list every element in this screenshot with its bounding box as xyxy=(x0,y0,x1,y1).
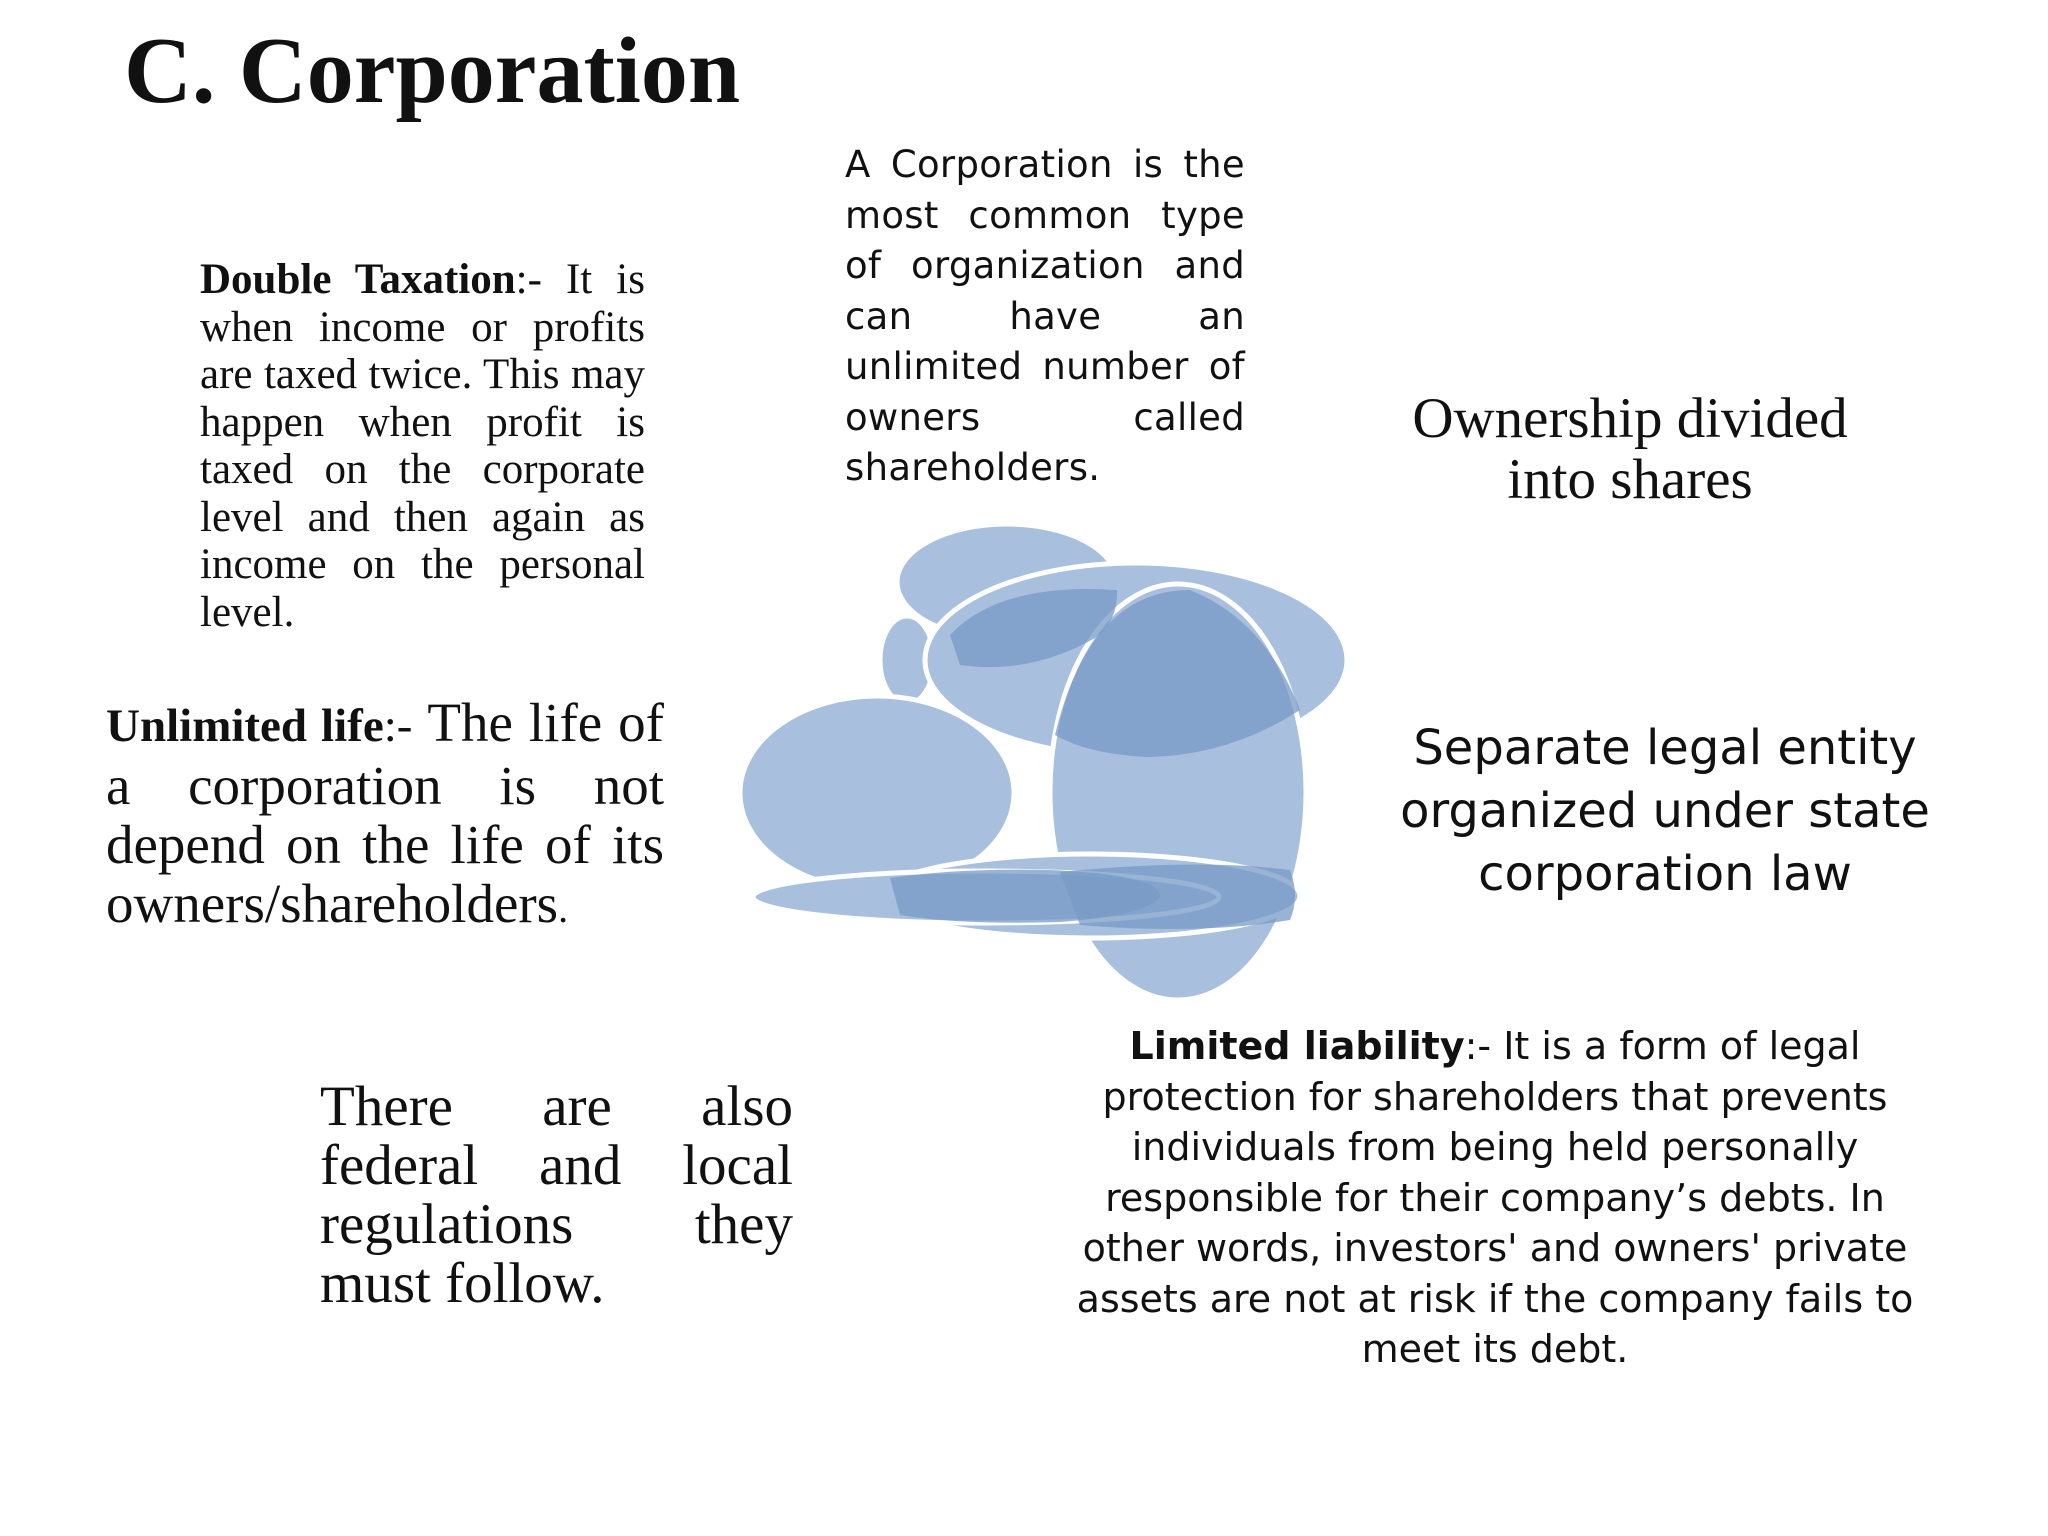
limited-liability-body: It is a form of legal protection for shareholders that prevents individuals from being held personally responsible for their company’s debts. In other words, investors' and owners' private assets are not at risk if the company fails to meet its debt. xyxy=(1076,1024,1914,1371)
double-taxation-body: It is when income or profits are taxed twice. This may happen when profit is taxed on the corporate level and then again as income on the personal level. xyxy=(200,256,645,636)
unlimited-life-period: . xyxy=(558,886,569,931)
overlap-flat-right xyxy=(1060,864,1295,929)
slide-title: C. Corporation xyxy=(124,19,741,123)
double-taxation-separator: :- xyxy=(515,256,542,303)
corporation-definition: A Corporation is the most common type of organization and can have an unlimited number of owners called shareholders. xyxy=(845,143,1245,489)
overlapping-shapes-diagram xyxy=(740,520,1360,1000)
separate-entity-text: Separate legal entity organized under state corporation law xyxy=(1400,720,1930,902)
unlimited-life-label: Unlimited life xyxy=(106,700,384,752)
limited-liability-text xyxy=(1065,1021,1925,1375)
ownership-text: Ownership divided into shares xyxy=(1412,387,1848,511)
limited-liability-label: Limited liability xyxy=(1129,1024,1465,1068)
regulations-text: There are also federal and local regulations they must follow. xyxy=(320,1075,793,1315)
unlimited-life-body: The life of a corporation is not depend on the life of its owners/shareholders xyxy=(106,692,665,934)
limited-liability-separator: :- xyxy=(1464,1024,1492,1068)
double-taxation-text xyxy=(200,256,645,636)
unlimited-life-text xyxy=(106,693,664,938)
double-taxation-label: Double Taxation xyxy=(200,256,516,303)
unlimited-life-separator: :- xyxy=(383,700,413,752)
